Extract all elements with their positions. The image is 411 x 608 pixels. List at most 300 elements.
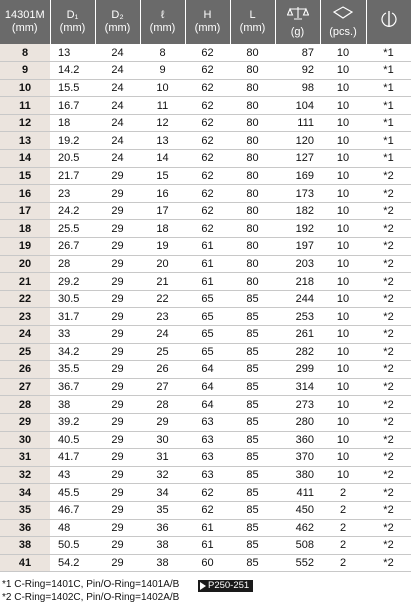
cell-l: 34 [140, 484, 185, 502]
cell-L: 85 [230, 466, 275, 484]
cell-weight: 87 [275, 44, 320, 62]
cell-d2: 29 [95, 449, 140, 467]
cell-ring: *2 [366, 290, 411, 308]
cell-h: 60 [185, 554, 230, 572]
cell-weight: 169 [275, 167, 320, 185]
header-unit: (mm) [239, 22, 266, 34]
cell-ring: *2 [366, 308, 411, 326]
table-row [0, 554, 411, 572]
cell-ring: *1 [366, 44, 411, 62]
cell-weight: 218 [275, 273, 320, 291]
cell-ring: *2 [366, 466, 411, 484]
cell-weight: 261 [275, 326, 320, 344]
cell-size: 9 [0, 62, 50, 80]
cell-weight: 314 [275, 378, 320, 396]
cell-ring: *1 [366, 79, 411, 97]
table-row [0, 396, 411, 414]
cell-pcs: 10 [320, 97, 366, 115]
table-row [0, 326, 411, 344]
footnotes [2, 578, 179, 604]
cell-l: 14 [140, 150, 185, 168]
cell-size: 41 [0, 554, 50, 572]
cell-pcs: 10 [320, 431, 366, 449]
cell-d1: 28 [50, 255, 95, 273]
cell-weight: 92 [275, 62, 320, 80]
cell-l: 23 [140, 308, 185, 326]
table-row [0, 44, 411, 62]
cell-d2: 29 [95, 308, 140, 326]
cell-d1: 18 [50, 114, 95, 132]
cell-L: 85 [230, 484, 275, 502]
cell-d2: 24 [95, 79, 140, 97]
cell-d2: 29 [95, 413, 140, 431]
table-row [0, 79, 411, 97]
cell-l: 29 [140, 413, 185, 431]
footnote-1: *1 C-Ring=1401C, Pin/O-Ring=1401A/B [2, 579, 180, 590]
page-reference-label: P250-251 [208, 580, 250, 591]
cell-ring: *2 [366, 273, 411, 291]
cell-pcs: 2 [320, 519, 366, 537]
header-d2 [95, 0, 140, 44]
table-row [0, 413, 411, 431]
cell-L: 80 [230, 97, 275, 115]
cell-h: 63 [185, 449, 230, 467]
cell-l: 35 [140, 501, 185, 519]
cell-d2: 24 [95, 62, 140, 80]
cell-l: 38 [140, 554, 185, 572]
cell-L: 85 [230, 308, 275, 326]
cell-pcs: 10 [320, 79, 366, 97]
cell-d2: 29 [95, 554, 140, 572]
cell-weight: 280 [275, 413, 320, 431]
cell-l: 8 [140, 44, 185, 62]
cell-d1: 24.2 [50, 202, 95, 220]
cell-ring: *2 [366, 255, 411, 273]
header-h [185, 0, 230, 44]
cell-d2: 24 [95, 114, 140, 132]
cell-size: 34 [0, 484, 50, 502]
header-label: D₂ [111, 9, 124, 21]
header-size [0, 0, 50, 44]
cell-L: 85 [230, 343, 275, 361]
table-body [0, 44, 411, 572]
cell-d1: 35.5 [50, 361, 95, 379]
table-row [0, 62, 411, 80]
cell-weight: 120 [275, 132, 320, 150]
cell-L: 80 [230, 185, 275, 203]
header-unit: (pcs.) [329, 25, 357, 38]
cell-weight: 244 [275, 290, 320, 308]
cell-d1: 31.7 [50, 308, 95, 326]
table-row [0, 185, 411, 203]
cell-size: 25 [0, 343, 50, 361]
table-row [0, 308, 411, 326]
cell-pcs: 10 [320, 185, 366, 203]
cell-pcs: 10 [320, 326, 366, 344]
cell-weight: 380 [275, 466, 320, 484]
cell-weight: 299 [275, 361, 320, 379]
table-row [0, 466, 411, 484]
cell-d1: 36.7 [50, 378, 95, 396]
cell-l: 21 [140, 273, 185, 291]
cell-ring: *2 [366, 501, 411, 519]
cell-size: 14 [0, 150, 50, 168]
cell-l: 9 [140, 62, 185, 80]
cell-d1: 39.2 [50, 413, 95, 431]
cell-h: 61 [185, 537, 230, 555]
table-header-row [0, 0, 411, 44]
cell-pcs: 10 [320, 167, 366, 185]
table-row [0, 361, 411, 379]
cell-L: 80 [230, 238, 275, 256]
cell-d1: 30.5 [50, 290, 95, 308]
cell-d2: 24 [95, 150, 140, 168]
cell-weight: 508 [275, 537, 320, 555]
cell-h: 64 [185, 396, 230, 414]
cell-pcs: 10 [320, 220, 366, 238]
table-row [0, 97, 411, 115]
cell-ring: *2 [366, 220, 411, 238]
cell-d1: 34.2 [50, 343, 95, 361]
cell-size: 24 [0, 326, 50, 344]
cell-L: 80 [230, 62, 275, 80]
cell-weight: 182 [275, 202, 320, 220]
cell-d2: 24 [95, 44, 140, 62]
cell-d1: 19.2 [50, 132, 95, 150]
cell-l: 22 [140, 290, 185, 308]
cell-weight: 111 [275, 114, 320, 132]
cell-h: 62 [185, 114, 230, 132]
cell-d2: 29 [95, 202, 140, 220]
table-row [0, 290, 411, 308]
cell-d1: 41.7 [50, 449, 95, 467]
cell-l: 32 [140, 466, 185, 484]
cell-weight: 104 [275, 97, 320, 115]
header-unit: (mm) [59, 22, 86, 34]
cell-weight: 411 [275, 484, 320, 502]
arrow-right-icon [200, 582, 206, 590]
header-label: ℓ [160, 9, 165, 21]
cell-ring: *2 [366, 396, 411, 414]
cell-d2: 24 [95, 97, 140, 115]
cell-L: 85 [230, 519, 275, 537]
cell-d1: 21.7 [50, 167, 95, 185]
cell-L: 85 [230, 449, 275, 467]
cell-ring: *2 [366, 361, 411, 379]
cell-size: 28 [0, 396, 50, 414]
cell-h: 63 [185, 466, 230, 484]
cell-l: 13 [140, 132, 185, 150]
cell-pcs: 2 [320, 484, 366, 502]
table-row [0, 273, 411, 291]
cell-h: 61 [185, 238, 230, 256]
header-label: 14301M [4, 9, 45, 21]
cell-pcs: 10 [320, 378, 366, 396]
cell-ring: *1 [366, 150, 411, 168]
cell-d1: 16.7 [50, 97, 95, 115]
cell-ring: *2 [366, 238, 411, 256]
table-row [0, 484, 411, 502]
cell-d2: 29 [95, 326, 140, 344]
cell-L: 85 [230, 378, 275, 396]
cell-h: 65 [185, 308, 230, 326]
header-label: L [249, 9, 256, 21]
cell-d1: 14.2 [50, 62, 95, 80]
cell-d1: 26.7 [50, 238, 95, 256]
cell-d2: 29 [95, 343, 140, 361]
cell-L: 80 [230, 167, 275, 185]
cell-ring: *2 [366, 449, 411, 467]
cell-ring: *2 [366, 413, 411, 431]
cell-d1: 46.7 [50, 501, 95, 519]
cell-weight: 360 [275, 431, 320, 449]
cell-l: 30 [140, 431, 185, 449]
cell-weight: 127 [275, 150, 320, 168]
cell-L: 85 [230, 501, 275, 519]
cell-h: 62 [185, 501, 230, 519]
cell-ring: *2 [366, 519, 411, 537]
cell-pcs: 10 [320, 238, 366, 256]
cell-ring: *2 [366, 537, 411, 555]
table-row [0, 132, 411, 150]
cell-size: 17 [0, 202, 50, 220]
cell-h: 62 [185, 79, 230, 97]
cell-h: 62 [185, 484, 230, 502]
header-d1 [50, 0, 95, 44]
cell-l: 19 [140, 238, 185, 256]
cell-pcs: 10 [320, 273, 366, 291]
cell-l: 12 [140, 114, 185, 132]
cell-size: 35 [0, 501, 50, 519]
header-ring [366, 0, 411, 44]
cell-L: 80 [230, 132, 275, 150]
header-unit: (mm) [104, 22, 131, 34]
cell-size: 32 [0, 466, 50, 484]
table-row [0, 202, 411, 220]
cell-L: 80 [230, 202, 275, 220]
cell-ring: *1 [366, 97, 411, 115]
cell-L: 85 [230, 537, 275, 555]
table-row [0, 167, 411, 185]
cell-size: 12 [0, 114, 50, 132]
cell-h: 62 [185, 167, 230, 185]
cell-weight: 203 [275, 255, 320, 273]
cell-h: 61 [185, 255, 230, 273]
cell-L: 80 [230, 79, 275, 97]
cell-l: 16 [140, 185, 185, 203]
cell-pcs: 10 [320, 44, 366, 62]
cell-d1: 48 [50, 519, 95, 537]
cell-d1: 29.2 [50, 273, 95, 291]
cell-L: 85 [230, 290, 275, 308]
cell-l: 10 [140, 79, 185, 97]
cell-h: 62 [185, 220, 230, 238]
cell-weight: 462 [275, 519, 320, 537]
cell-h: 62 [185, 132, 230, 150]
cell-size: 23 [0, 308, 50, 326]
cell-d2: 24 [95, 132, 140, 150]
cell-weight: 173 [275, 185, 320, 203]
cell-pcs: 10 [320, 308, 366, 326]
cell-d1: 40.5 [50, 431, 95, 449]
cell-ring: *1 [366, 114, 411, 132]
cell-pcs: 10 [320, 413, 366, 431]
cell-pcs: 10 [320, 150, 366, 168]
cell-size: 11 [0, 97, 50, 115]
table-row [0, 378, 411, 396]
ring-pin-icon [367, 10, 411, 32]
cell-h: 64 [185, 378, 230, 396]
page-reference [198, 580, 253, 592]
cell-size: 22 [0, 290, 50, 308]
header-unit: (mm) [194, 22, 221, 34]
cell-l: 18 [140, 220, 185, 238]
cell-h: 64 [185, 361, 230, 379]
cell-h: 65 [185, 290, 230, 308]
cell-size: 38 [0, 537, 50, 555]
cell-ring: *2 [366, 202, 411, 220]
cell-weight: 98 [275, 79, 320, 97]
cell-h: 65 [185, 326, 230, 344]
cell-size: 16 [0, 185, 50, 203]
table-row [0, 343, 411, 361]
cell-L: 80 [230, 220, 275, 238]
cell-l: 31 [140, 449, 185, 467]
cell-ring: *1 [366, 132, 411, 150]
cell-ring: *2 [366, 326, 411, 344]
cell-weight: 253 [275, 308, 320, 326]
cell-d2: 29 [95, 290, 140, 308]
cell-l: 38 [140, 537, 185, 555]
cell-d2: 29 [95, 220, 140, 238]
cell-L: 80 [230, 44, 275, 62]
cell-weight: 273 [275, 396, 320, 414]
cell-ring: *2 [366, 343, 411, 361]
cell-h: 61 [185, 519, 230, 537]
cell-pcs: 10 [320, 290, 366, 308]
cell-L: 85 [230, 361, 275, 379]
cell-d1: 50.5 [50, 537, 95, 555]
cell-pcs: 10 [320, 343, 366, 361]
cell-d2: 29 [95, 484, 140, 502]
cell-d1: 15.5 [50, 79, 95, 97]
table-row [0, 501, 411, 519]
table-row [0, 114, 411, 132]
table-row [0, 431, 411, 449]
cell-h: 62 [185, 62, 230, 80]
cell-pcs: 10 [320, 255, 366, 273]
cell-size: 36 [0, 519, 50, 537]
header-unit: (mm) [11, 22, 38, 34]
cell-pcs: 10 [320, 202, 366, 220]
cell-weight: 552 [275, 554, 320, 572]
table-row [0, 537, 411, 555]
cell-l: 24 [140, 326, 185, 344]
cell-pcs: 10 [320, 466, 366, 484]
cell-h: 62 [185, 150, 230, 168]
cell-pcs: 10 [320, 132, 366, 150]
header-unit: (g) [290, 25, 305, 38]
header-unit: (mm) [149, 22, 176, 34]
table-row [0, 519, 411, 537]
cell-d2: 29 [95, 396, 140, 414]
cell-size: 8 [0, 44, 50, 62]
cell-size: 18 [0, 220, 50, 238]
scale-icon [276, 6, 320, 24]
cell-d2: 29 [95, 431, 140, 449]
cell-size: 10 [0, 79, 50, 97]
cell-L: 85 [230, 326, 275, 344]
cell-weight: 370 [275, 449, 320, 467]
header-l [140, 0, 185, 44]
cell-size: 30 [0, 431, 50, 449]
cell-ring: *2 [366, 554, 411, 572]
cell-size: 19 [0, 238, 50, 256]
cell-l: 11 [140, 97, 185, 115]
cell-d1: 43 [50, 466, 95, 484]
cell-size: 20 [0, 255, 50, 273]
cell-d2: 29 [95, 273, 140, 291]
cell-pcs: 10 [320, 114, 366, 132]
cell-pcs: 10 [320, 62, 366, 80]
cell-l: 17 [140, 202, 185, 220]
cell-d1: 23 [50, 185, 95, 203]
cell-d1: 20.5 [50, 150, 95, 168]
cell-d2: 29 [95, 167, 140, 185]
cell-d2: 29 [95, 185, 140, 203]
cell-d2: 29 [95, 255, 140, 273]
cell-ring: *2 [366, 185, 411, 203]
cell-h: 62 [185, 202, 230, 220]
cell-d2: 29 [95, 466, 140, 484]
table-row [0, 255, 411, 273]
footnote-2: *2 C-Ring=1402C, Pin/O-Ring=1402A/B [2, 592, 180, 603]
cell-weight: 192 [275, 220, 320, 238]
cell-d1: 45.5 [50, 484, 95, 502]
cell-l: 28 [140, 396, 185, 414]
cell-l: 36 [140, 519, 185, 537]
cell-l: 20 [140, 255, 185, 273]
cell-l: 25 [140, 343, 185, 361]
cell-pcs: 10 [320, 449, 366, 467]
cell-d2: 29 [95, 361, 140, 379]
cell-h: 62 [185, 97, 230, 115]
cell-weight: 450 [275, 501, 320, 519]
table-row [0, 238, 411, 256]
cell-d2: 29 [95, 378, 140, 396]
cell-d2: 29 [95, 537, 140, 555]
cell-d2: 29 [95, 519, 140, 537]
cell-L: 80 [230, 273, 275, 291]
cell-d2: 29 [95, 238, 140, 256]
cell-size: 29 [0, 413, 50, 431]
cell-pcs: 10 [320, 361, 366, 379]
cell-L: 80 [230, 150, 275, 168]
header-weight [275, 0, 320, 44]
cell-ring: *2 [366, 167, 411, 185]
cell-L: 80 [230, 114, 275, 132]
table-row [0, 150, 411, 168]
table-row [0, 220, 411, 238]
cell-d1: 38 [50, 396, 95, 414]
cell-size: 21 [0, 273, 50, 291]
cell-pcs: 2 [320, 554, 366, 572]
cell-size: 13 [0, 132, 50, 150]
cell-ring: *2 [366, 484, 411, 502]
cell-d1: 13 [50, 44, 95, 62]
cell-size: 27 [0, 378, 50, 396]
cell-L: 80 [230, 255, 275, 273]
